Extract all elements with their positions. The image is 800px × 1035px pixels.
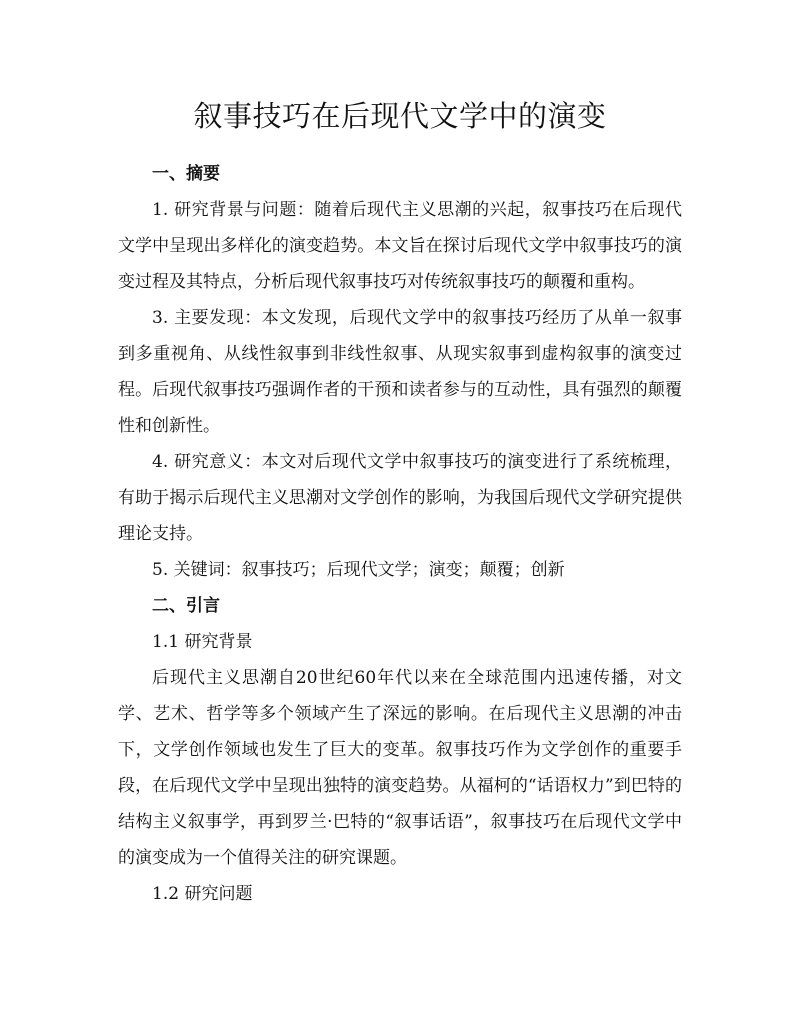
introduction-heading: 二、引言 bbox=[152, 596, 220, 616]
abstract-paragraph-4: 4. 研究意义：本文对后现代文学中叙事技巧的演变进行了系统梳理，有助于揭示后现代主义思潮对文学创作的影响，为我国后现代文学研究提供理论支持。 bbox=[118, 452, 682, 544]
research-question-subheading: 1.2 研究问题 bbox=[152, 884, 253, 904]
abstract-paragraph-1: 1. 研究背景与问题：随着后现代主义思潮的兴起，叙事技巧在后现代文学中呈现出多样化的演变趋势。本文旨在探讨后现代文学中叙事技巧的演变过程及其特点，分析后现代叙事技巧对传统叙事技巧的颠覆和重构。 bbox=[118, 200, 682, 292]
abstract-heading: 一、摘要 bbox=[152, 164, 220, 184]
abstract-keywords: 5. 关键词：叙事技巧；后现代文学；演变；颠覆；创新 bbox=[152, 560, 565, 580]
document-title: 叙事技巧在后现代文学中的演变 bbox=[193, 99, 607, 133]
introduction-paragraph-1: 后现代主义思潮自20世纪60年代以来在全球范围内迅速传播，对文学、艺术、哲学等多个领域产生了深远的影响。在后现代主义思潮的冲击下，文学创作领域也发生了巨大的变革。叙事技巧作为文学创作的重要手段，在后现代文学中呈现出独特的演变趋势。从福柯的“话语权力”到巴特的结构主义叙事学，再到罗兰·巴特的“叙事话语”，叙事技巧在后现代文学中的演变成为一个值得关注的研究课题。 bbox=[118, 668, 682, 868]
research-background-subheading: 1.1 研究背景 bbox=[152, 632, 253, 652]
abstract-paragraph-3: 3. 主要发现：本文发现，后现代文学中的叙事技巧经历了从单一叙事到多重视角、从线性叙事到非线性叙事、从现实叙事到虚构叙事的演变过程。后现代叙事技巧强调作者的干预和读者参与的互动性，具有强烈的颠覆性和创新性。 bbox=[118, 308, 682, 436]
